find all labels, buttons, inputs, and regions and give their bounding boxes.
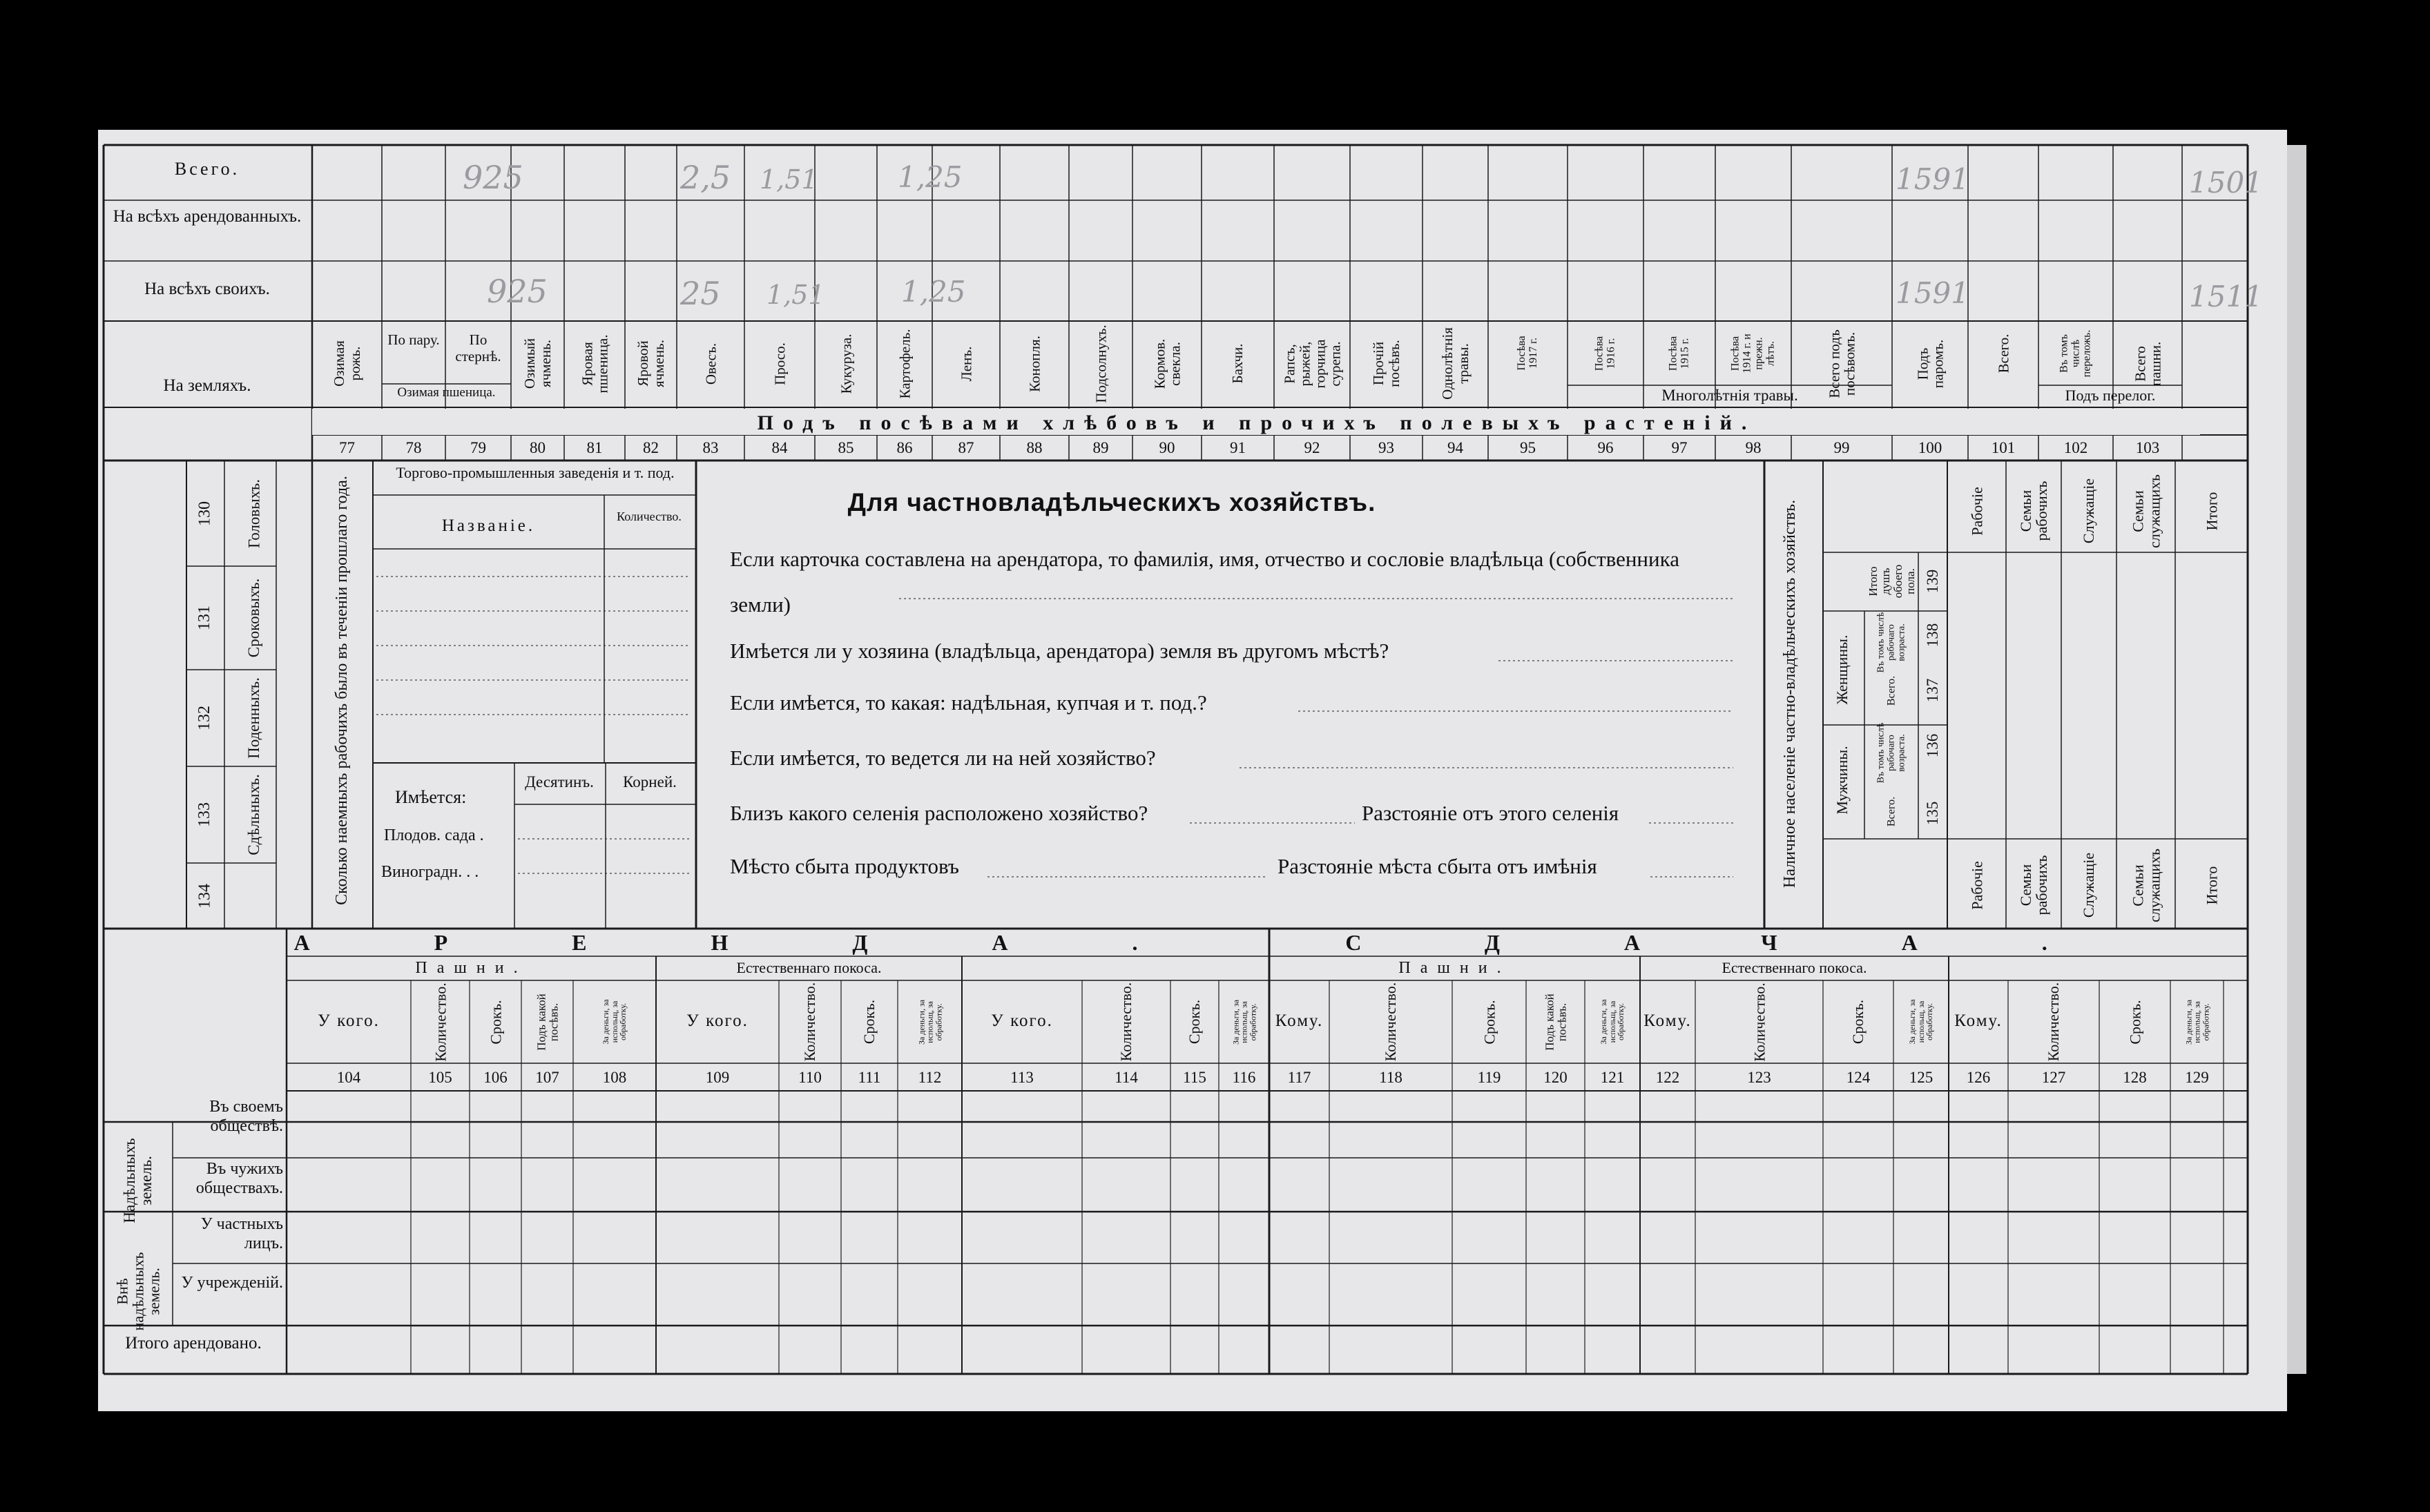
column-number: 115 — [1183, 1069, 1206, 1086]
question-village: Близъ какого селенія расположено хозяйство? — [730, 801, 1148, 825]
handwritten-value: 925 — [463, 159, 523, 196]
column-header: Посѣва 1917 г. — [1515, 336, 1539, 371]
column-number: 101 — [1991, 439, 2016, 456]
column-header: Подсолнухъ. — [1092, 324, 1109, 403]
trade-name-header: Названіе. — [441, 516, 536, 535]
column-number: 121 — [1600, 1069, 1625, 1086]
handwritten-value: 1,25 — [898, 160, 963, 194]
column-header: Кукуруза. — [837, 333, 854, 394]
population-top-header: Семьи рабочихъ — [2016, 481, 2050, 541]
column-number: 117 — [1287, 1069, 1311, 1086]
column-header: Картофель. — [896, 329, 913, 398]
column-header: Кому. — [1275, 1011, 1324, 1030]
column-number: 79 — [470, 439, 486, 456]
column-header: За деньги, за испольщ, за обработку. — [916, 999, 943, 1045]
top-row-label: На земляхъ. — [163, 376, 251, 395]
population-all: Всего. — [1885, 675, 1898, 706]
column-header: Конопля. — [1025, 335, 1043, 392]
livestock-number: 134 — [195, 883, 214, 909]
column-header: Срокъ. — [1849, 999, 1867, 1045]
column-header: Озимая рожь. — [331, 340, 363, 387]
column-header: По стернѣ. — [455, 331, 501, 365]
column-header: Всего. — [1994, 333, 2012, 373]
column-number: 97 — [1671, 439, 1688, 456]
column-header: Всего пашни. — [2131, 341, 2163, 386]
column-header: Количество. — [1750, 982, 1768, 1062]
livestock-header: Головыхъ. — [244, 478, 262, 548]
livestock-header: Сроковыхъ. — [244, 578, 262, 658]
row-label: Въ чужихъ обществахъ. — [195, 1160, 283, 1197]
column-header: Яровая пшеница. — [578, 334, 610, 394]
livestock-number: 130 — [195, 501, 214, 526]
total-rented-label: Итого арендовано. — [125, 1334, 262, 1353]
column-number: 85 — [838, 439, 854, 456]
pashni-label: Пашни. — [415, 959, 528, 977]
population-bottom-header: Рабочіе — [1967, 860, 1985, 910]
population-working: Въ томъ числѣ рабочаго возраста. — [1875, 722, 1907, 783]
column-header: Срокъ. — [1480, 999, 1498, 1045]
column-header: Всего подъ посѣвомъ. — [1825, 329, 1858, 398]
column-header: Срокъ. — [1186, 999, 1204, 1045]
handwritten-value: 1591 — [1896, 276, 1969, 310]
column-header: Яровой ячмень. — [635, 340, 667, 387]
population-bottom-header: Итого — [2202, 866, 2220, 904]
population-bottom-header: Семьи служащихъ — [2129, 848, 2163, 922]
column-header: Количество. — [1382, 982, 1400, 1062]
column-number: 98 — [1745, 439, 1762, 456]
workers-label: Сколько наемныхъ рабочихъ было въ теченіи прошлаго года. — [333, 476, 351, 905]
population-number: 139 — [1923, 569, 1941, 594]
population-top-header: Рабочіе — [1967, 486, 1985, 536]
column-header: Количество. — [1117, 982, 1135, 1062]
column-header: Прочій посѣвъ. — [1370, 340, 1402, 387]
column-header: Подъ паромъ. — [1913, 339, 1946, 388]
sowing-banner: Подъ посѣвами хлѣбовъ и прочихъ полевыхъ растеній. — [757, 411, 1757, 434]
arenda-title: АРЕНДА. — [293, 930, 1262, 955]
column-number: 106 — [483, 1069, 508, 1086]
column-header: Рапсъ, рыжей, горчица сурепа. — [1280, 339, 1344, 388]
population-working: Въ томъ числѣ рабочаго возраста. — [1875, 612, 1907, 672]
roots-header: Корней. — [623, 773, 677, 791]
row-label: Въ своемъ обществѣ. — [209, 1098, 283, 1135]
column-number: 93 — [1378, 439, 1394, 456]
top-row-label: На всѣхъ арендованныхъ. — [113, 207, 302, 226]
population-all: Всего. — [1885, 796, 1898, 826]
row-label: У частныхъ лицъ. — [200, 1215, 283, 1252]
column-header: Кормов. свекла. — [1150, 338, 1183, 389]
column-number: 116 — [1232, 1069, 1256, 1086]
vineyard-label: Виноградн. . . — [381, 863, 479, 881]
column-number: 120 — [1543, 1069, 1568, 1086]
column-number: 128 — [2123, 1069, 2147, 1086]
column-number: 87 — [958, 439, 974, 456]
column-number: 129 — [2185, 1069, 2209, 1086]
population-title: Наличное населеніе частно-владѣльческихъ хозяйствъ. — [1781, 499, 1800, 889]
column-number: 125 — [1909, 1069, 1934, 1086]
livestock-header: Поденныхъ. — [244, 677, 262, 759]
column-number: 122 — [1655, 1069, 1680, 1086]
column-number: 119 — [1477, 1069, 1501, 1086]
column-header: Срокъ. — [2125, 999, 2143, 1045]
column-number: 103 — [2135, 439, 2160, 456]
column-header: Озимый ячмень. — [521, 338, 554, 389]
column-number: 96 — [1597, 439, 1614, 456]
column-header: Овесъ. — [702, 342, 719, 385]
column-number: 88 — [1026, 439, 1043, 456]
column-number: 108 — [602, 1069, 627, 1086]
livestock-number: 132 — [195, 706, 214, 730]
question-owner-line1: Если карточка составлена на арендатора, то фамилія, имя, отчество и сословіе владѣльца (собственника земли) — [730, 547, 1679, 617]
column-number: 99 — [1833, 439, 1850, 456]
population-top-header: Итого — [2202, 492, 2220, 530]
column-header: За деньги, за испольщ, за обработку. — [601, 999, 628, 1045]
handwritten-value: 1,51 — [766, 280, 825, 310]
population-men: Мужчины. — [1833, 746, 1851, 815]
column-number: 77 — [339, 439, 355, 456]
column-number: 90 — [1159, 439, 1175, 456]
column-number: 112 — [918, 1069, 942, 1086]
column-header: За деньги, за испольщ, за обработку. — [1230, 999, 1257, 1045]
column-header: Подъ какой посѣвъ. — [1542, 993, 1568, 1051]
column-number: 84 — [771, 439, 788, 456]
handwritten-value: 1591 — [1896, 162, 1969, 196]
handwritten-value: 2,5 — [680, 159, 731, 196]
column-number: 91 — [1230, 439, 1246, 456]
column-number: 81 — [586, 439, 603, 456]
handwritten-value: 1501 — [2189, 166, 2263, 200]
population-women: Женщины. — [1833, 634, 1851, 705]
column-number: 89 — [1092, 439, 1109, 456]
column-number: 92 — [1304, 439, 1320, 456]
column-number: 78 — [405, 439, 422, 456]
column-number: 127 — [2041, 1069, 2066, 1086]
group-nadel: Надѣльныхъ земель. — [120, 1138, 155, 1223]
has-label: Имѣется: — [395, 787, 467, 807]
column-header: Однолѣтнія травы. — [1439, 327, 1472, 400]
column-header: У кого. — [318, 1011, 380, 1030]
handwritten-value: 1,25 — [901, 275, 966, 309]
column-header: Количество. — [801, 982, 819, 1062]
column-number: 80 — [530, 439, 546, 456]
question-market: Мѣсто сбыта продуктовъ — [730, 854, 959, 878]
question-farming: Если имѣется, то ведется ли на ней хозяйство? — [730, 746, 1156, 770]
pokos-label: Естественнаго покоса. — [736, 959, 882, 976]
column-header: Количество. — [2045, 982, 2063, 1062]
column-header: У кого. — [686, 1011, 749, 1030]
livestock-number: 131 — [195, 605, 214, 630]
column-number: 104 — [336, 1069, 361, 1086]
pokos-label: Естественнаго покоса. — [1722, 959, 1867, 976]
sdacha-title: СДАЧА. — [1345, 930, 2172, 955]
column-header: Кому. — [1954, 1011, 2003, 1030]
column-number: 105 — [428, 1069, 452, 1086]
column-header: Посѣва 1914 г. и прежн. лѣтъ. — [1729, 333, 1776, 374]
row-label: У учрежденій. — [181, 1274, 283, 1292]
livestock-header: Сдѣльныхъ. — [244, 774, 262, 855]
pashni-label: Пашни. — [1398, 959, 1511, 977]
column-number: 102 — [2063, 439, 2088, 456]
column-header: За деньги, за испольщ, за обработку. — [1599, 999, 1626, 1045]
column-number: 118 — [1379, 1069, 1402, 1086]
desyatin-header: Десятинъ. — [525, 773, 594, 791]
group-label-perennial: Многолѣтнія травы. — [1661, 387, 1798, 404]
column-header: У кого. — [991, 1011, 1053, 1030]
column-number: 113 — [1010, 1069, 1034, 1086]
column-number: 110 — [798, 1069, 822, 1086]
top-row-label: На всѣхъ своихъ. — [144, 280, 270, 298]
column-number: 126 — [1966, 1069, 1991, 1086]
handwritten-value: 925 — [487, 273, 548, 310]
column-header: Срокъ. — [486, 999, 504, 1045]
column-number: 82 — [643, 439, 659, 456]
column-header: Подъ какой посѣвъ. — [534, 993, 560, 1051]
column-number: 124 — [1846, 1069, 1871, 1086]
group-label-winter-wheat: Озимая пшеница. — [397, 385, 496, 400]
column-header: Срокъ. — [860, 999, 878, 1045]
group-vne: Внѣ надѣльныхъ земель. — [113, 1252, 163, 1330]
column-number: 83 — [702, 439, 719, 456]
column-header: Посѣва 1915 г. — [1667, 336, 1690, 371]
column-number: 111 — [858, 1069, 881, 1086]
column-header: Бахчи. — [1229, 343, 1246, 384]
population-top-header: Семьи служащихъ — [2129, 474, 2163, 548]
column-number: 123 — [1747, 1069, 1771, 1086]
column-header: За деньги, за испольщ, за обработку. — [2183, 999, 2210, 1045]
column-header: Посѣва 1916 г. — [1593, 336, 1617, 371]
question-market-distance: Разстояніе мѣста сбыта отъ имѣнія — [1277, 854, 1597, 878]
column-number: 107 — [535, 1069, 559, 1086]
column-header: Ленъ. — [957, 346, 974, 381]
column-number: 86 — [896, 439, 913, 456]
question-land-type: Если имѣется, то какая: надѣльная, купчая и т. под.? — [730, 690, 1207, 715]
population-total: Итого душъ обоего пола. — [1867, 564, 1917, 599]
column-header: Просо. — [771, 342, 788, 385]
private-section-title: Для частновладѣльческихъ хозяйствъ. — [847, 488, 1376, 516]
population-top-header: Служащіе — [2080, 478, 2098, 544]
column-number: 114 — [1115, 1069, 1138, 1086]
handwritten-value: 1,51 — [760, 164, 818, 195]
population-bottom-header: Семьи рабочихъ — [2016, 855, 2050, 915]
question-other-land: Имѣется ли у хозяина (владѣльца, арендатора) земля въ другомъ мѣстѣ? — [730, 639, 1389, 663]
column-number: 94 — [1447, 439, 1463, 456]
orchard-label: Плодов. сада . — [384, 826, 484, 844]
population-number: 135 — [1923, 801, 1941, 826]
column-number: 95 — [1520, 439, 1536, 456]
population-number: 136 — [1923, 733, 1941, 758]
trade-qty-header: Количество. — [617, 510, 682, 523]
column-header: По пару. — [387, 331, 440, 348]
population-number: 138 — [1923, 623, 1941, 648]
top-row-label: Всего. — [174, 159, 240, 179]
population-bottom-header: Служащіе — [2080, 852, 2098, 918]
handwritten-value: 25 — [680, 275, 721, 312]
column-number: 100 — [1918, 439, 1942, 456]
group-label-fallow: Подъ перелог. — [2065, 387, 2156, 404]
column-header: За деньги, за испольщ, за обработку. — [1907, 999, 1935, 1045]
question-village-distance: Разстояніе отъ этого селенія — [1362, 801, 1619, 825]
livestock-number: 133 — [195, 802, 214, 827]
column-header: Кому. — [1643, 1011, 1692, 1030]
column-number: 109 — [705, 1069, 730, 1086]
column-header: Въ томъ числѣ переложь. — [2057, 329, 2093, 377]
column-header: Количество. — [431, 982, 449, 1062]
handwritten-value: 1511 — [2189, 280, 2263, 313]
population-number: 137 — [1923, 678, 1941, 703]
trade-title: Торгово-промышленныя заведенія и т. под. — [396, 464, 675, 481]
